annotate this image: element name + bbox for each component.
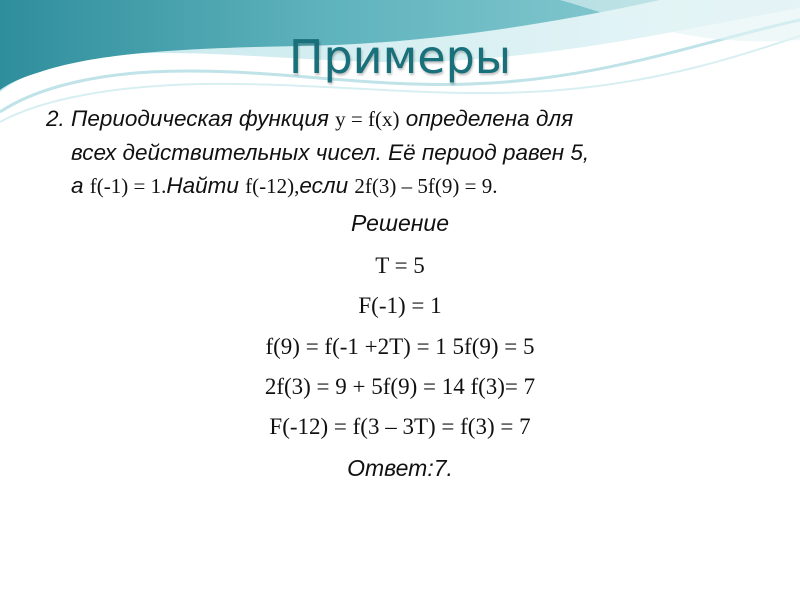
problem-number: 2.	[46, 106, 65, 131]
problem-line-1	[46, 102, 766, 136]
formula: f(-1) = 1.	[89, 174, 167, 198]
formula: 2f(3) – 5f(9) = 9.	[354, 174, 498, 198]
problem-text: Периодическая функция	[71, 106, 329, 131]
problem-text: если	[299, 173, 349, 198]
problem-line-3	[46, 169, 766, 203]
solution-heading: Решение	[351, 210, 449, 236]
problem-text: определена для	[405, 106, 574, 131]
solution-step: T = 5	[375, 253, 425, 278]
solution-step: 2f(3) = 9 + 5f(9) = 14 f(3)= 7	[264, 374, 536, 399]
solution-step: F(-12) = f(3 – 3T) = f(3) = 7	[269, 414, 531, 439]
problem-text: Найти	[166, 173, 239, 198]
formula: f(-12),	[245, 174, 300, 198]
solution-step: F(-1) = 1	[358, 293, 442, 318]
problem-text: а	[71, 173, 84, 198]
answer: Ответ:7.	[347, 455, 453, 481]
formula: y = f(x)	[335, 107, 400, 131]
problem-line-2: всех действительных чисел. Её период равен 5,	[71, 140, 590, 165]
problem-statement	[46, 102, 766, 203]
slide-title: Примеры	[288, 30, 512, 84]
solution-step: f(9) = f(-1 +2T) = 1 5f(9) = 5	[265, 334, 535, 359]
